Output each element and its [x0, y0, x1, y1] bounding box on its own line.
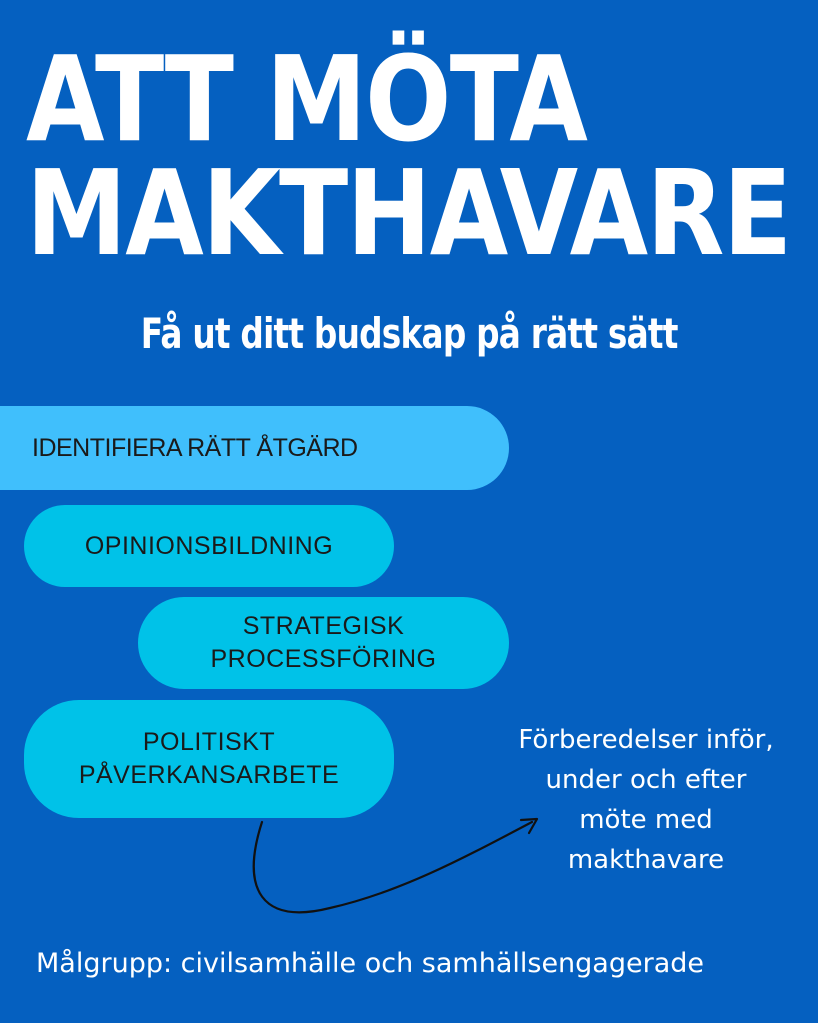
- step-identify-action: [0, 406, 509, 490]
- step-strategic-process-line-2: PROCESSFÖRING: [210, 645, 437, 673]
- step-political-advocacy-line-2: PÅVERKANSARBETE: [78, 761, 340, 789]
- step-political-advocacy-label: [79, 726, 339, 792]
- step-opinion-building: [24, 505, 394, 587]
- title-line-1: ATT MÖTA: [26, 30, 587, 168]
- note-line-4: makthavare: [567, 845, 725, 875]
- step-strategic-process-line-1: STRATEGISK: [242, 612, 405, 640]
- step-strategic-process-label: [211, 610, 437, 676]
- step-political-advocacy-line-1: POLITISKT: [142, 728, 276, 756]
- meeting-preparation-note: [508, 720, 784, 880]
- subtitle: [0, 306, 818, 362]
- title-line-2: MAKTHAVARE: [26, 144, 791, 282]
- step-strategic-process: [138, 597, 509, 689]
- subtitle-text: Få ut ditt budskap på rätt sätt: [140, 309, 678, 358]
- note-line-3: möte med: [579, 805, 713, 835]
- note-line-1: Förberedelser inför,: [518, 725, 774, 755]
- step-political-advocacy: [24, 700, 394, 818]
- target-group: Målgrupp: civilsamhälle och samhällsengagerade: [36, 948, 704, 979]
- note-line-2: under och efter: [545, 765, 747, 795]
- page-title: [26, 30, 791, 282]
- step-opinion-building-label: OPINIONSBILDNING: [84, 531, 334, 560]
- step-identify-action-label: IDENTIFIERA RÄTT ÅTGÄRD: [32, 433, 358, 462]
